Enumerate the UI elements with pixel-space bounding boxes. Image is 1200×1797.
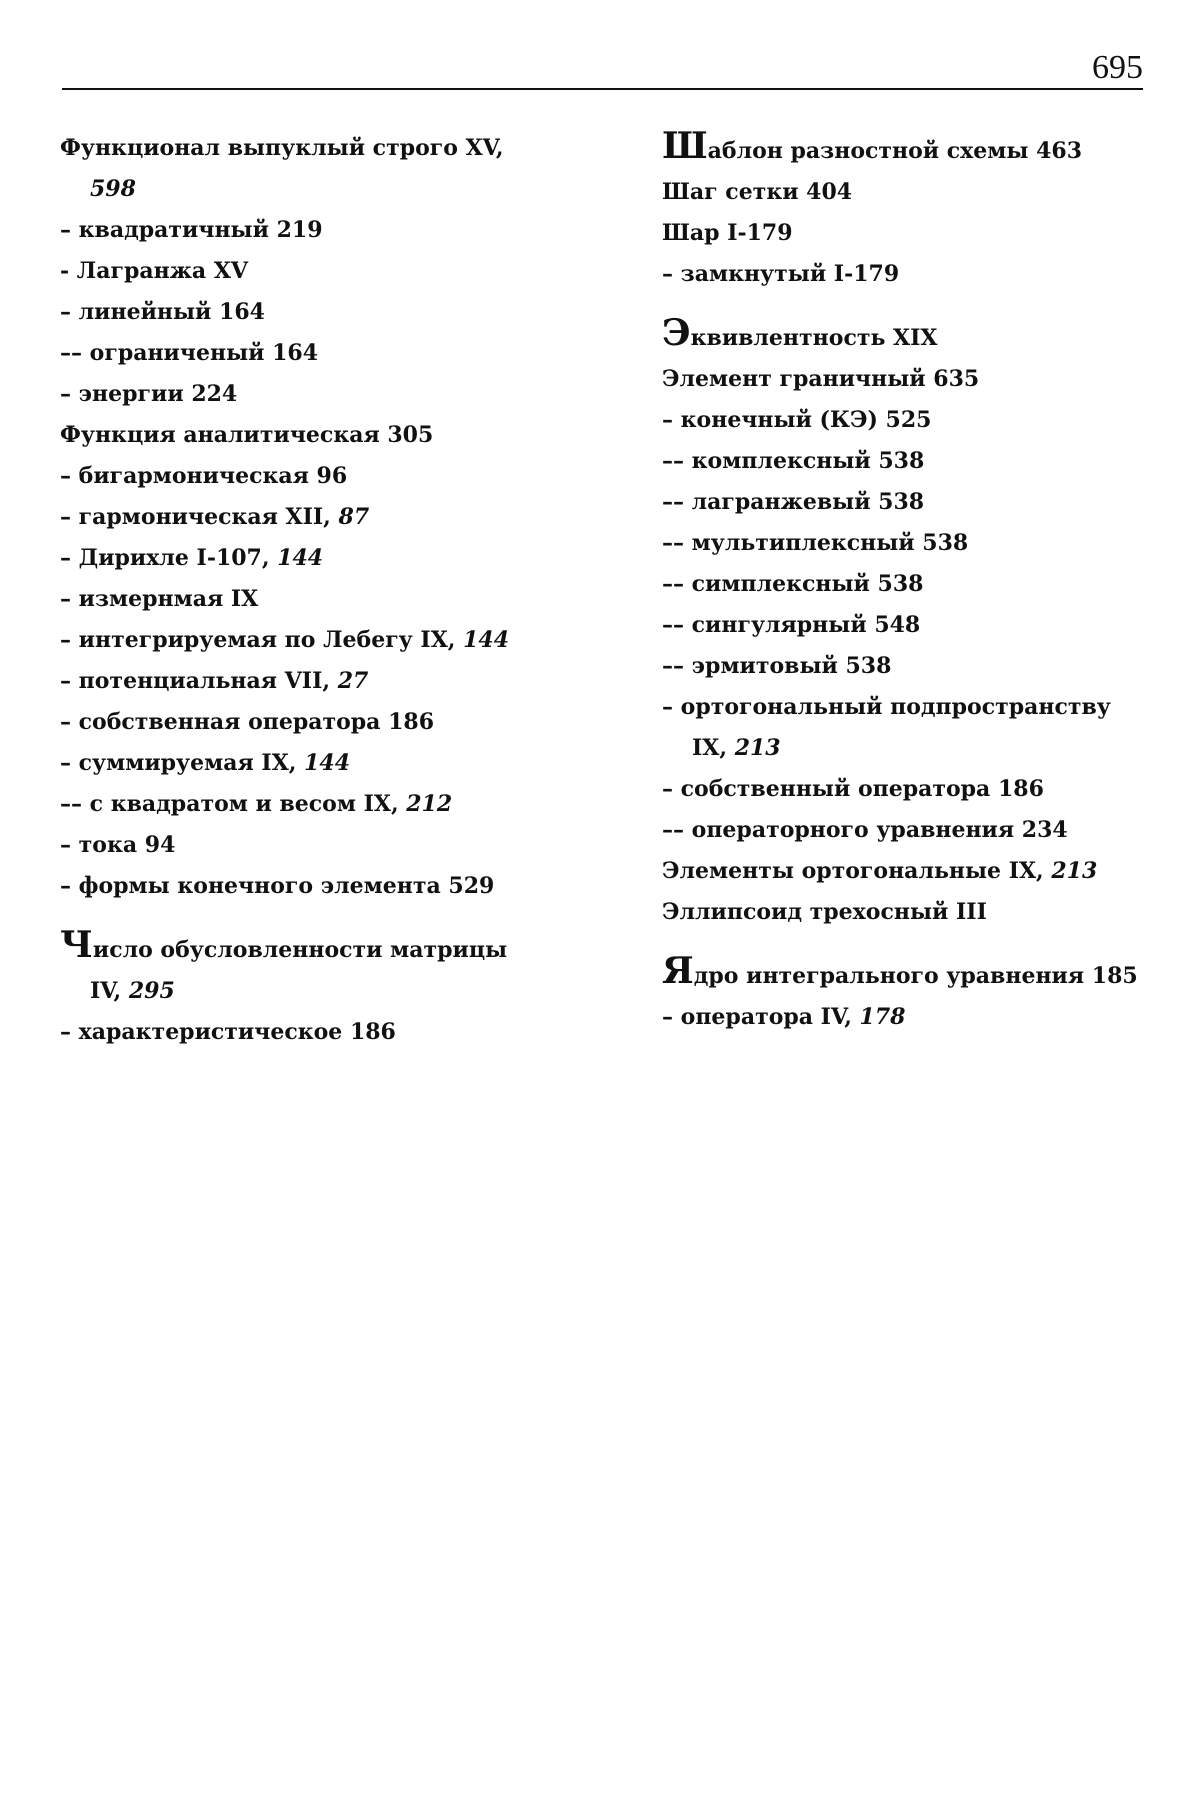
index-entry: Шар I-179	[662, 220, 793, 246]
index-entry: – квадратичный 219	[60, 217, 323, 243]
page-ref: 213	[1051, 858, 1098, 884]
index-entry: – собственный оператора 186	[662, 776, 1044, 802]
index-entry: – замкнутый I-179	[662, 261, 900, 287]
page-ref: 87	[338, 504, 370, 530]
entry-text: IX,	[692, 735, 735, 761]
entry-text: – интегрируемая по Лебегу IX,	[60, 627, 464, 653]
section-initial-letter: Э	[662, 312, 691, 354]
index-entry: –– операторного уравнения 234	[662, 817, 1068, 843]
index-entry	[60, 538, 620, 579]
page-ref: 178	[859, 1004, 906, 1030]
index-entry: –– эрмитовый 538	[662, 653, 892, 679]
entry-text: Элементы ортогональные IX,	[662, 858, 1052, 884]
index-entry	[662, 125, 1162, 172]
index-entry: – конечный (КЭ) 525	[662, 407, 932, 433]
index-entry: –– комплексный 538	[662, 448, 925, 474]
index-entry: - Лагранжа XV	[60, 258, 248, 284]
index-entry: –– мультиплексный 538	[662, 530, 969, 556]
entry-text: – гармоническая XII,	[60, 504, 339, 530]
index-entry	[60, 661, 620, 702]
page-ref: 144	[277, 545, 324, 571]
entry-text: дро интегрального уравнения 185	[693, 963, 1138, 989]
index-entry: – собственная оператора 186	[60, 709, 435, 735]
section-initial-letter: Ш	[662, 125, 708, 167]
index-entry: – формы конечного элемента 529	[60, 873, 495, 899]
index-entry	[60, 128, 620, 210]
index-entry: –– сингулярный 548	[662, 612, 921, 638]
page-ref: 213	[734, 735, 781, 761]
index-entry	[662, 687, 1162, 769]
index-entry	[662, 950, 1162, 997]
section-initial-letter: Ч	[60, 924, 93, 966]
page-ref: 144	[463, 627, 510, 653]
entry-continuation	[662, 728, 1162, 769]
index-entry: – бигармоническая 96	[60, 463, 348, 489]
index-entry: – линейный 164	[60, 299, 265, 325]
index-entry: Функция аналитическая 305	[60, 422, 434, 448]
page-ref: 598	[90, 176, 136, 202]
index-entry: – измернмая IX	[60, 586, 259, 612]
index-entry: –– симплексный 538	[662, 571, 924, 597]
index-entry: Шаг сетки 404	[662, 179, 853, 205]
page-ref: 144	[304, 750, 351, 776]
entry-text: исло обусловленности матрицы	[92, 937, 508, 963]
section-gap	[662, 933, 1162, 953]
index-entry: – энергии 224	[60, 381, 238, 407]
index-entry: – тока 94	[60, 832, 176, 858]
index-entry	[60, 620, 620, 661]
index-entry	[60, 743, 620, 784]
index-entry	[60, 784, 620, 825]
entry-text: – потенциальная VII,	[60, 668, 338, 694]
entry-text: –– с квадратом и весом IX,	[60, 791, 407, 817]
index-entry: – характеристическое 186	[60, 1019, 396, 1045]
page-ref: 27	[337, 668, 369, 694]
index-entry	[60, 497, 620, 538]
index-column-right	[662, 125, 1162, 1038]
index-entry: –– лагранжевый 538	[662, 489, 925, 515]
page-ref: 212	[406, 791, 453, 817]
entry-continuation	[60, 971, 620, 1012]
entry-continuation	[60, 169, 620, 210]
entry-text: квивлентность XIX	[690, 325, 938, 351]
index-entry	[60, 924, 620, 1012]
index-column-left	[60, 128, 620, 1053]
page-ref: 295	[128, 978, 175, 1004]
entry-text: – суммируемая IX,	[60, 750, 305, 776]
index-entry	[662, 312, 1162, 359]
entry-text: Функционал выпуклый строго XV,	[60, 135, 504, 161]
section-gap	[662, 295, 1162, 315]
index-entry: Элемент граничный 635	[662, 366, 980, 392]
section-initial-letter: Я	[662, 950, 694, 992]
index-entry	[662, 997, 1162, 1038]
entry-text: IV,	[90, 978, 129, 1004]
index-entry	[662, 851, 1162, 892]
index-entry: –– ограниченый 164	[60, 340, 319, 366]
header-rule	[62, 88, 1143, 90]
entry-text: – Дирихле I-107,	[60, 545, 278, 571]
entry-text: – ортогональный подпространству	[662, 694, 1111, 720]
index-entry: Эллипсоид трехосный III	[662, 899, 987, 925]
section-gap	[60, 907, 620, 927]
page-number: 695	[1092, 49, 1143, 86]
entry-text: аблон разностной схемы 463	[707, 138, 1083, 164]
entry-text: – оператора IV,	[662, 1004, 860, 1030]
